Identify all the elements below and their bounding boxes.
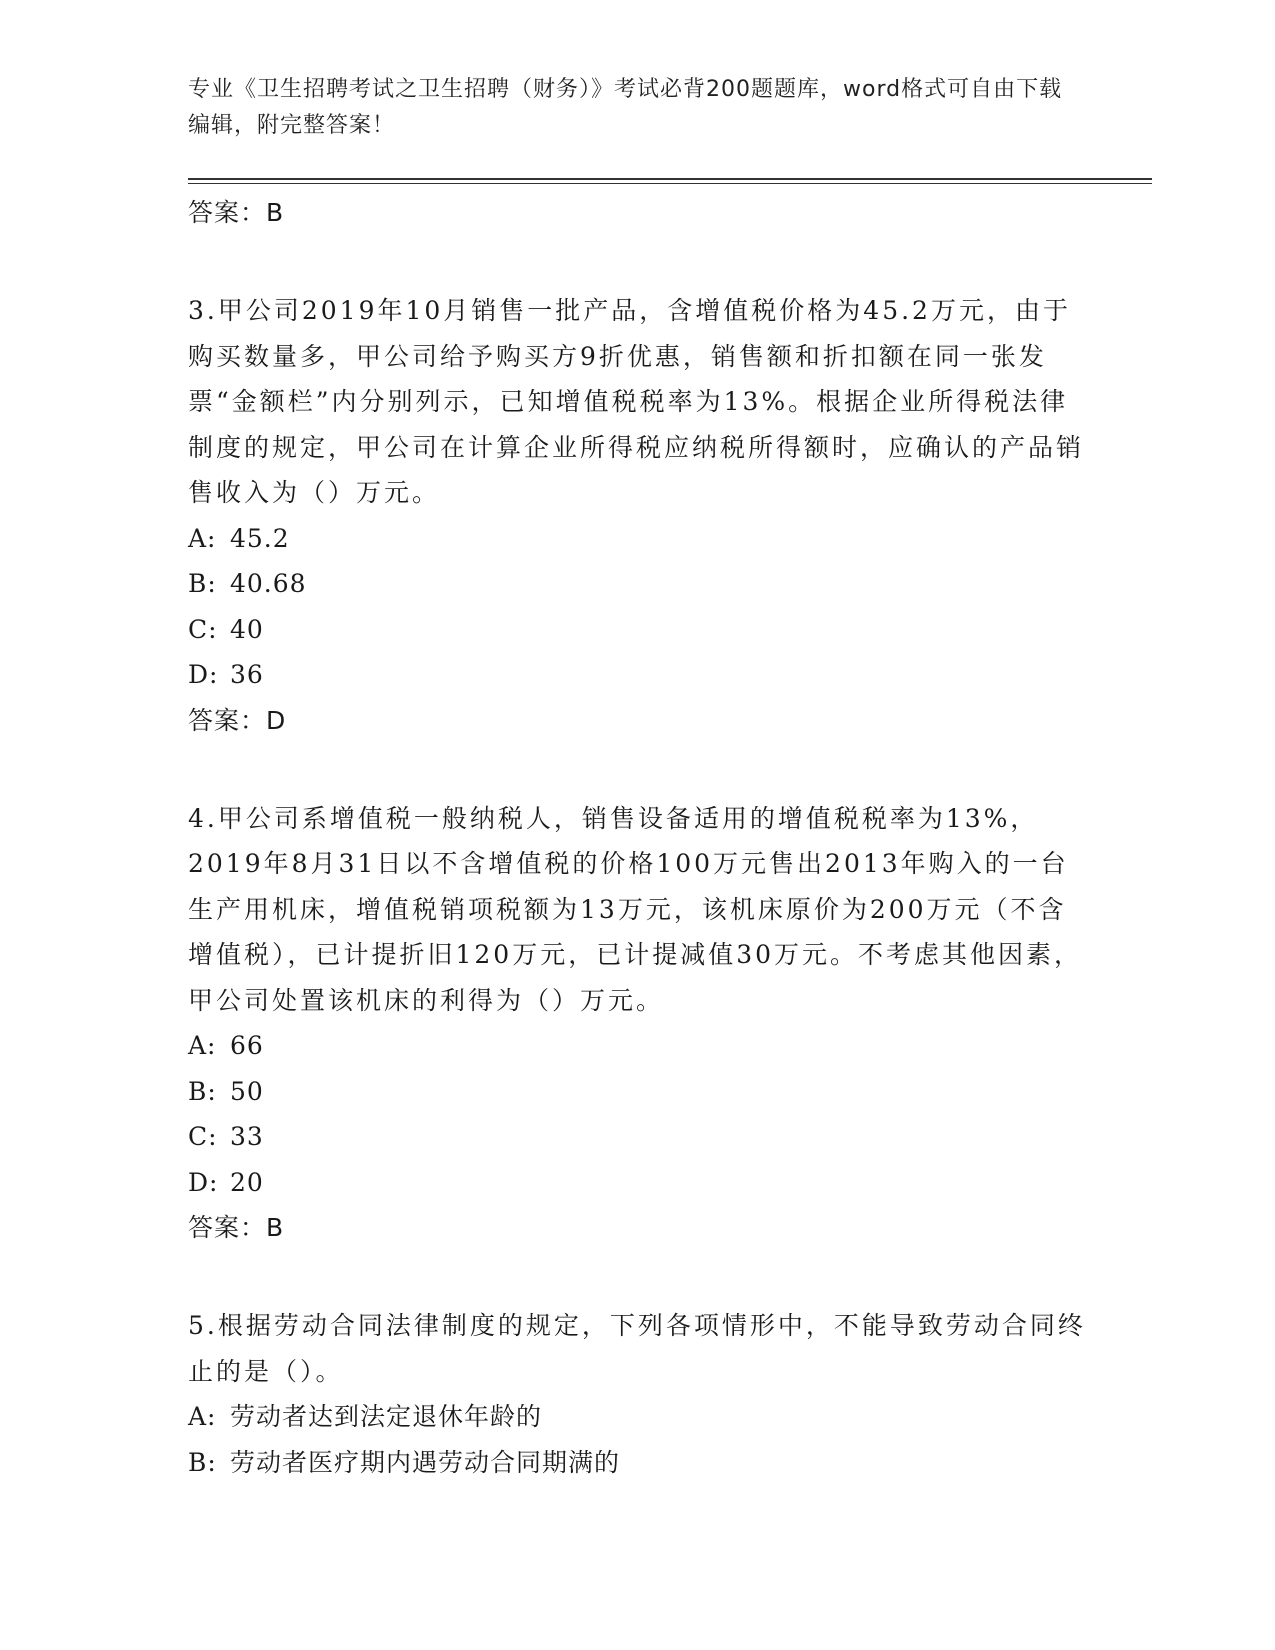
option-text: 40.68: [230, 569, 307, 598]
option-letter: B:: [188, 1076, 217, 1106]
option-letter: B:: [188, 569, 217, 598]
option-b: [188, 1069, 1088, 1115]
question-block: [188, 796, 1088, 1252]
option-text: 66: [230, 1031, 264, 1060]
header-divider-thin: [188, 183, 1152, 184]
option-letter: D:: [188, 660, 219, 689]
option-d: [188, 1160, 1088, 1206]
option-text: 33: [230, 1122, 264, 1151]
spacer: [188, 236, 1088, 288]
option-letter: C:: [188, 614, 218, 644]
spacer: [188, 744, 1088, 796]
question-stem: 5.根据劳动合同法律制度的规定，下列各项情形中，不能导致劳动合同终止的是（）。: [188, 1311, 1086, 1386]
option-letter: A:: [188, 1402, 217, 1431]
answer-line: 答案：D: [188, 705, 287, 735]
question-stem: 4.甲公司系增值税一般纳税人，销售设备适用的增值税税率为13%，2019年8月31日以不含增值税的价格100万元售出2013年购入的一台生产用机床，增值税销项税额为13万元，该机床原价为200万元（不含增值税），已计提折旧120万元，已计提减值30万元。不考虑其他因素，甲公司处置该机床的利得为（）万元。: [188, 803, 1083, 1015]
option-text: 36: [230, 660, 264, 689]
header-divider-thick: [188, 178, 1152, 180]
option-c: [188, 607, 1088, 653]
document-header: 专业《卫生招聘考试之卫生招聘（财务）》考试必背200题题库，word格式可自由下载编辑，附完整答案！: [188, 77, 1063, 138]
option-a: [188, 1023, 1088, 1069]
option-a: [188, 1394, 1088, 1440]
answer-line: 答案：B: [188, 1213, 285, 1242]
option-text: 劳动者达到法定退休年龄的: [230, 1402, 543, 1431]
option-text: 40: [230, 614, 264, 644]
answer-line: 答案：B: [188, 198, 285, 227]
question-block: [188, 1303, 1088, 1485]
question-block: [188, 288, 1088, 744]
option-d: [188, 652, 1088, 698]
question-stem: 3.甲公司2019年10月销售一批产品，含增值税价格为45.2万元，由于购买数量多，甲公司给予购买方9折优惠，销售额和折扣额在同一张发票“金额栏”内分别列示，已知增值税税率为13%。根据企业所得税法律制度的规定，甲公司在计算企业所得税应纳税所得额时，应确认的产品销售收入为（）万元。: [188, 296, 1085, 507]
option-b: [188, 561, 1088, 607]
spacer: [188, 1251, 1088, 1303]
option-letter: A:: [188, 1031, 217, 1060]
option-letter: B:: [188, 1447, 217, 1477]
option-c: [188, 1114, 1088, 1160]
option-text: 劳动者医疗期内遇劳动合同期满的: [230, 1447, 621, 1477]
option-text: 45.2: [230, 523, 290, 553]
option-a: [188, 516, 1088, 562]
option-letter: D:: [188, 1167, 219, 1197]
option-letter: A:: [188, 523, 217, 553]
option-text: 20: [230, 1167, 264, 1197]
question-list: [188, 190, 1088, 1485]
option-text: 50: [230, 1076, 264, 1106]
option-b: [188, 1440, 1088, 1486]
option-letter: C:: [188, 1122, 218, 1151]
